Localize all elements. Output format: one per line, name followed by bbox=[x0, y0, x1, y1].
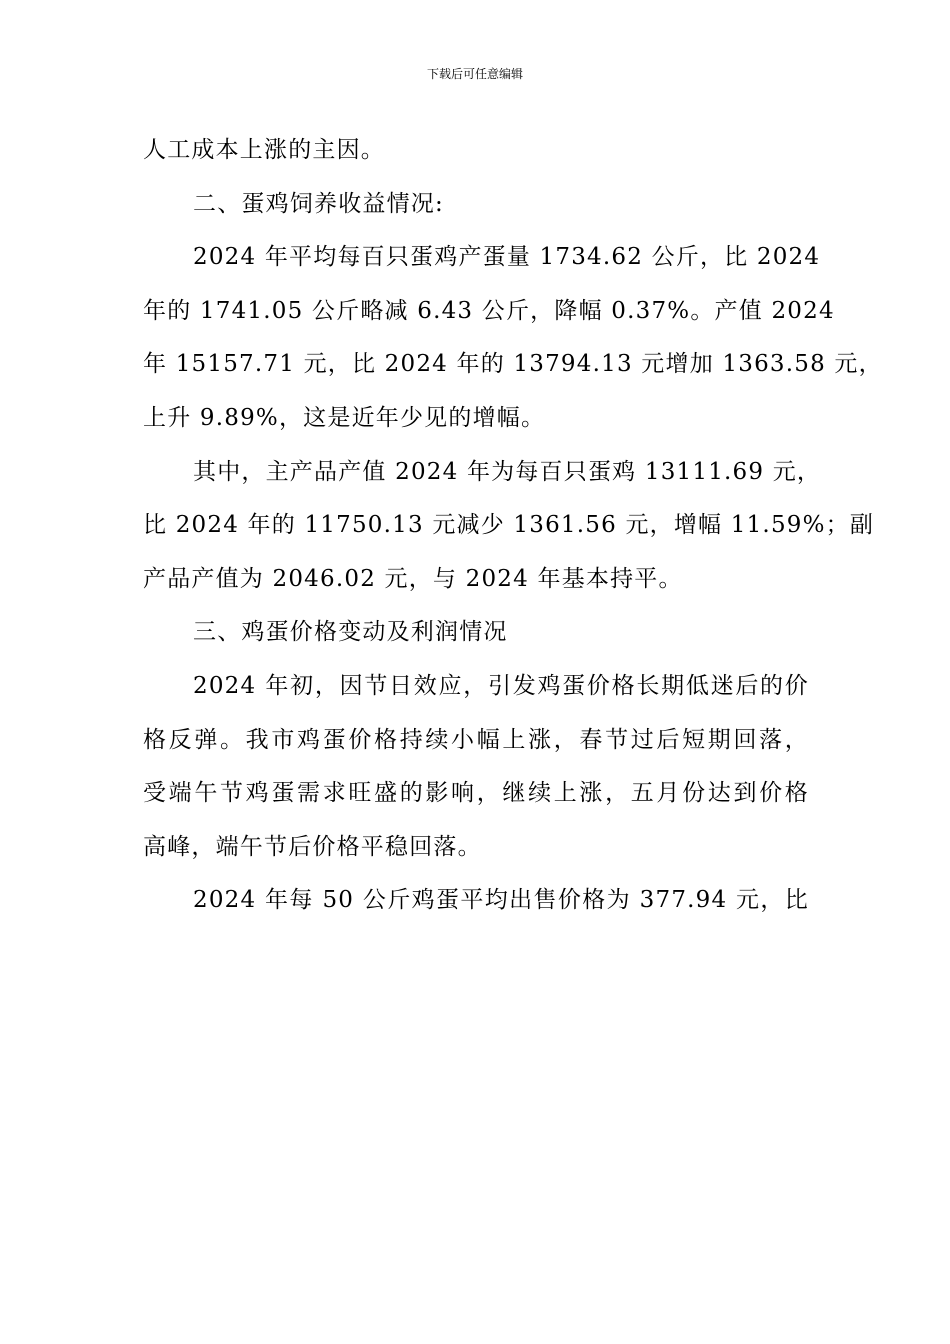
section-heading: 三、鸡蛋价格变动及利润情况 bbox=[193, 619, 508, 646]
paragraph-line: 产品产值为 2046.02 元，与 2024 年基本持平。 bbox=[143, 565, 683, 592]
paragraph-line: 受端午节鸡蛋需求旺盛的影响，继续上涨，五月份达到价格 bbox=[143, 780, 809, 807]
paragraph-line: 年的 1741.05 公斤略减 6.43 公斤，降幅 0.37%。产值 2024 bbox=[143, 297, 835, 324]
section-heading: 二、蛋鸡饲养收益情况: bbox=[193, 190, 444, 217]
paragraph-line: 比 2024 年的 11750.13 元减少 1361.56 元，增幅 11.59%；副 bbox=[143, 512, 875, 539]
paragraph-line: 年 15157.71 元，比 2024 年的 13794.13 元增加 1363.58 元， bbox=[143, 351, 883, 378]
page-header-note: 下载后可任意编辑 bbox=[426, 67, 523, 81]
document-body bbox=[143, 124, 883, 928]
paragraph-line: 2024 年初，因节日效应，引发鸡蛋价格长期低迷后的价 bbox=[193, 672, 809, 699]
paragraph-line: 格反弹。我市鸡蛋价格持续小幅上涨，春节过后短期回落， bbox=[143, 726, 809, 753]
paragraph-line: 2024 年平均每百只蛋鸡产蛋量 1734.62 公斤，比 2024 bbox=[193, 244, 821, 271]
paragraph-line: 上升 9.89%，这是近年少见的增幅。 bbox=[143, 404, 546, 431]
paragraph-line: 其中，主产品产值 2024 年为每百只蛋鸡 13111.69 元， bbox=[193, 458, 822, 485]
paragraph-line: 人工成本上涨的主因。 bbox=[143, 137, 385, 163]
paragraph-line: 2024 年每 50 公斤鸡蛋平均出售价格为 377.94 元，比 bbox=[193, 887, 809, 914]
paragraph-line: 高峰，端午节后价格平稳回落。 bbox=[143, 833, 482, 860]
